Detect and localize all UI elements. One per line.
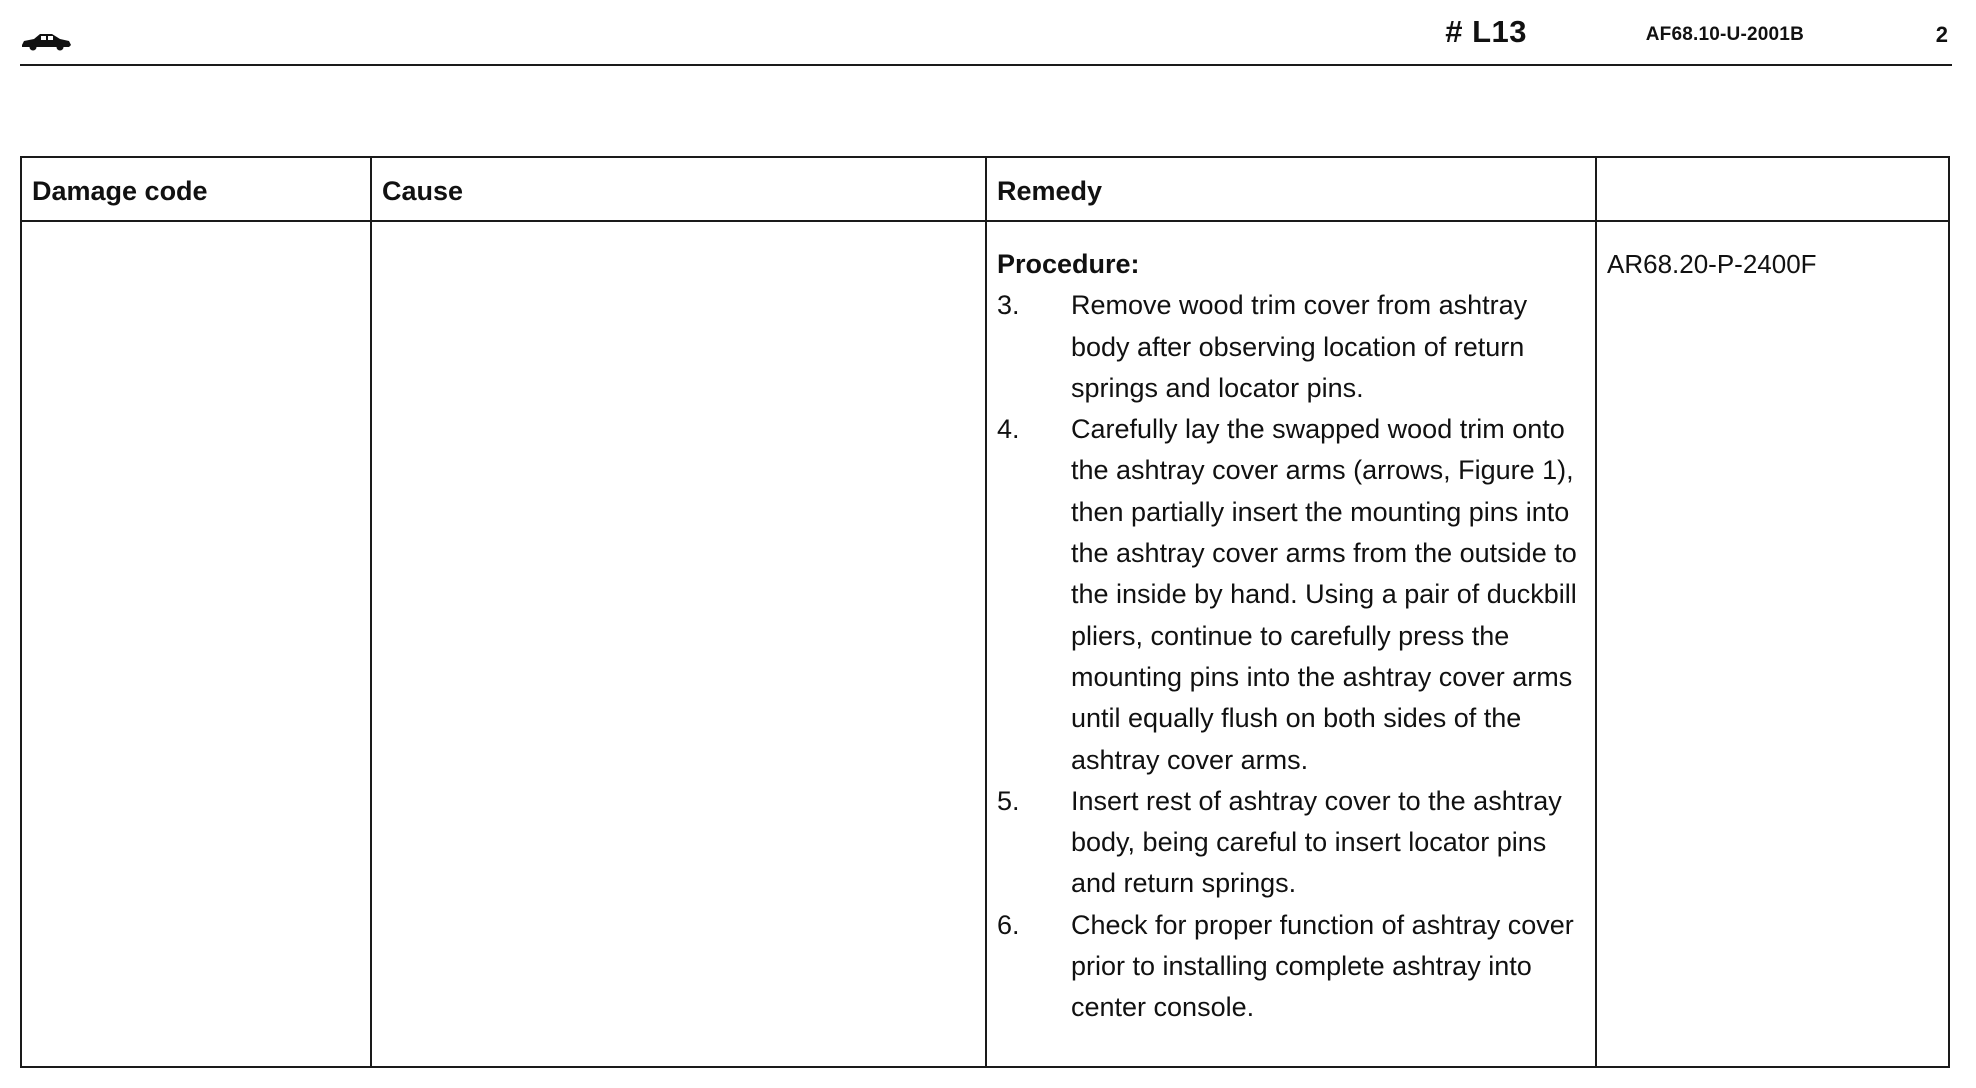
step-number: 3. [997, 290, 1020, 321]
reference-cell [1596, 221, 1949, 1067]
procedure-title: Procedure: [997, 249, 1140, 279]
column-header-reference [1596, 157, 1949, 221]
remedy-cell [986, 221, 1596, 1067]
procedure-step [997, 285, 1585, 409]
step-text: Carefully lay the swapped wood trim onto the ashtray cover arms (arrows, Figure 1), then partially insert the mounting pins into the ashtray cover arms from the outside to the inside by hand. Using a pair of duckbill pliers, continue to carefully press the mounting pins into the ashtray cover arms until equally flush on both sides of the ashtray cover arms. [1071, 414, 1577, 775]
car-icon [20, 30, 72, 52]
column-header-damage-code: Damage code [21, 157, 371, 221]
procedure-step [997, 781, 1585, 905]
page-number: 2 [1935, 22, 1948, 47]
step-text: Check for proper function of ashtray cover prior to installing complete ashtray into center console. [1071, 909, 1574, 1023]
step-number: 5. [997, 785, 1020, 816]
step-text: Remove wood trim cover from ashtray body after observing location of return springs and locator pins. [1071, 290, 1528, 403]
procedure-step [997, 905, 1585, 1029]
page-header [20, 0, 1952, 66]
document-number: # L13 [1445, 14, 1527, 49]
service-table [20, 156, 1950, 1068]
table-row [21, 221, 1949, 1067]
damage-code-cell [21, 221, 371, 1067]
document-reference: AF68.10-U-2001B [1645, 24, 1804, 45]
cause-cell [371, 221, 986, 1067]
repair-reference-code: AR68.20-P-2400F [1607, 249, 1817, 279]
step-number: 4. [997, 414, 1020, 445]
table-header-row [21, 157, 1949, 221]
step-number: 6. [997, 909, 1020, 940]
column-header-remedy: Remedy [986, 157, 1596, 221]
column-header-cause: Cause [371, 157, 986, 221]
step-text: Insert rest of ashtray cover to the ashtray body, being careful to insert locator pins and return springs. [1071, 785, 1562, 899]
procedure-step [997, 409, 1585, 781]
